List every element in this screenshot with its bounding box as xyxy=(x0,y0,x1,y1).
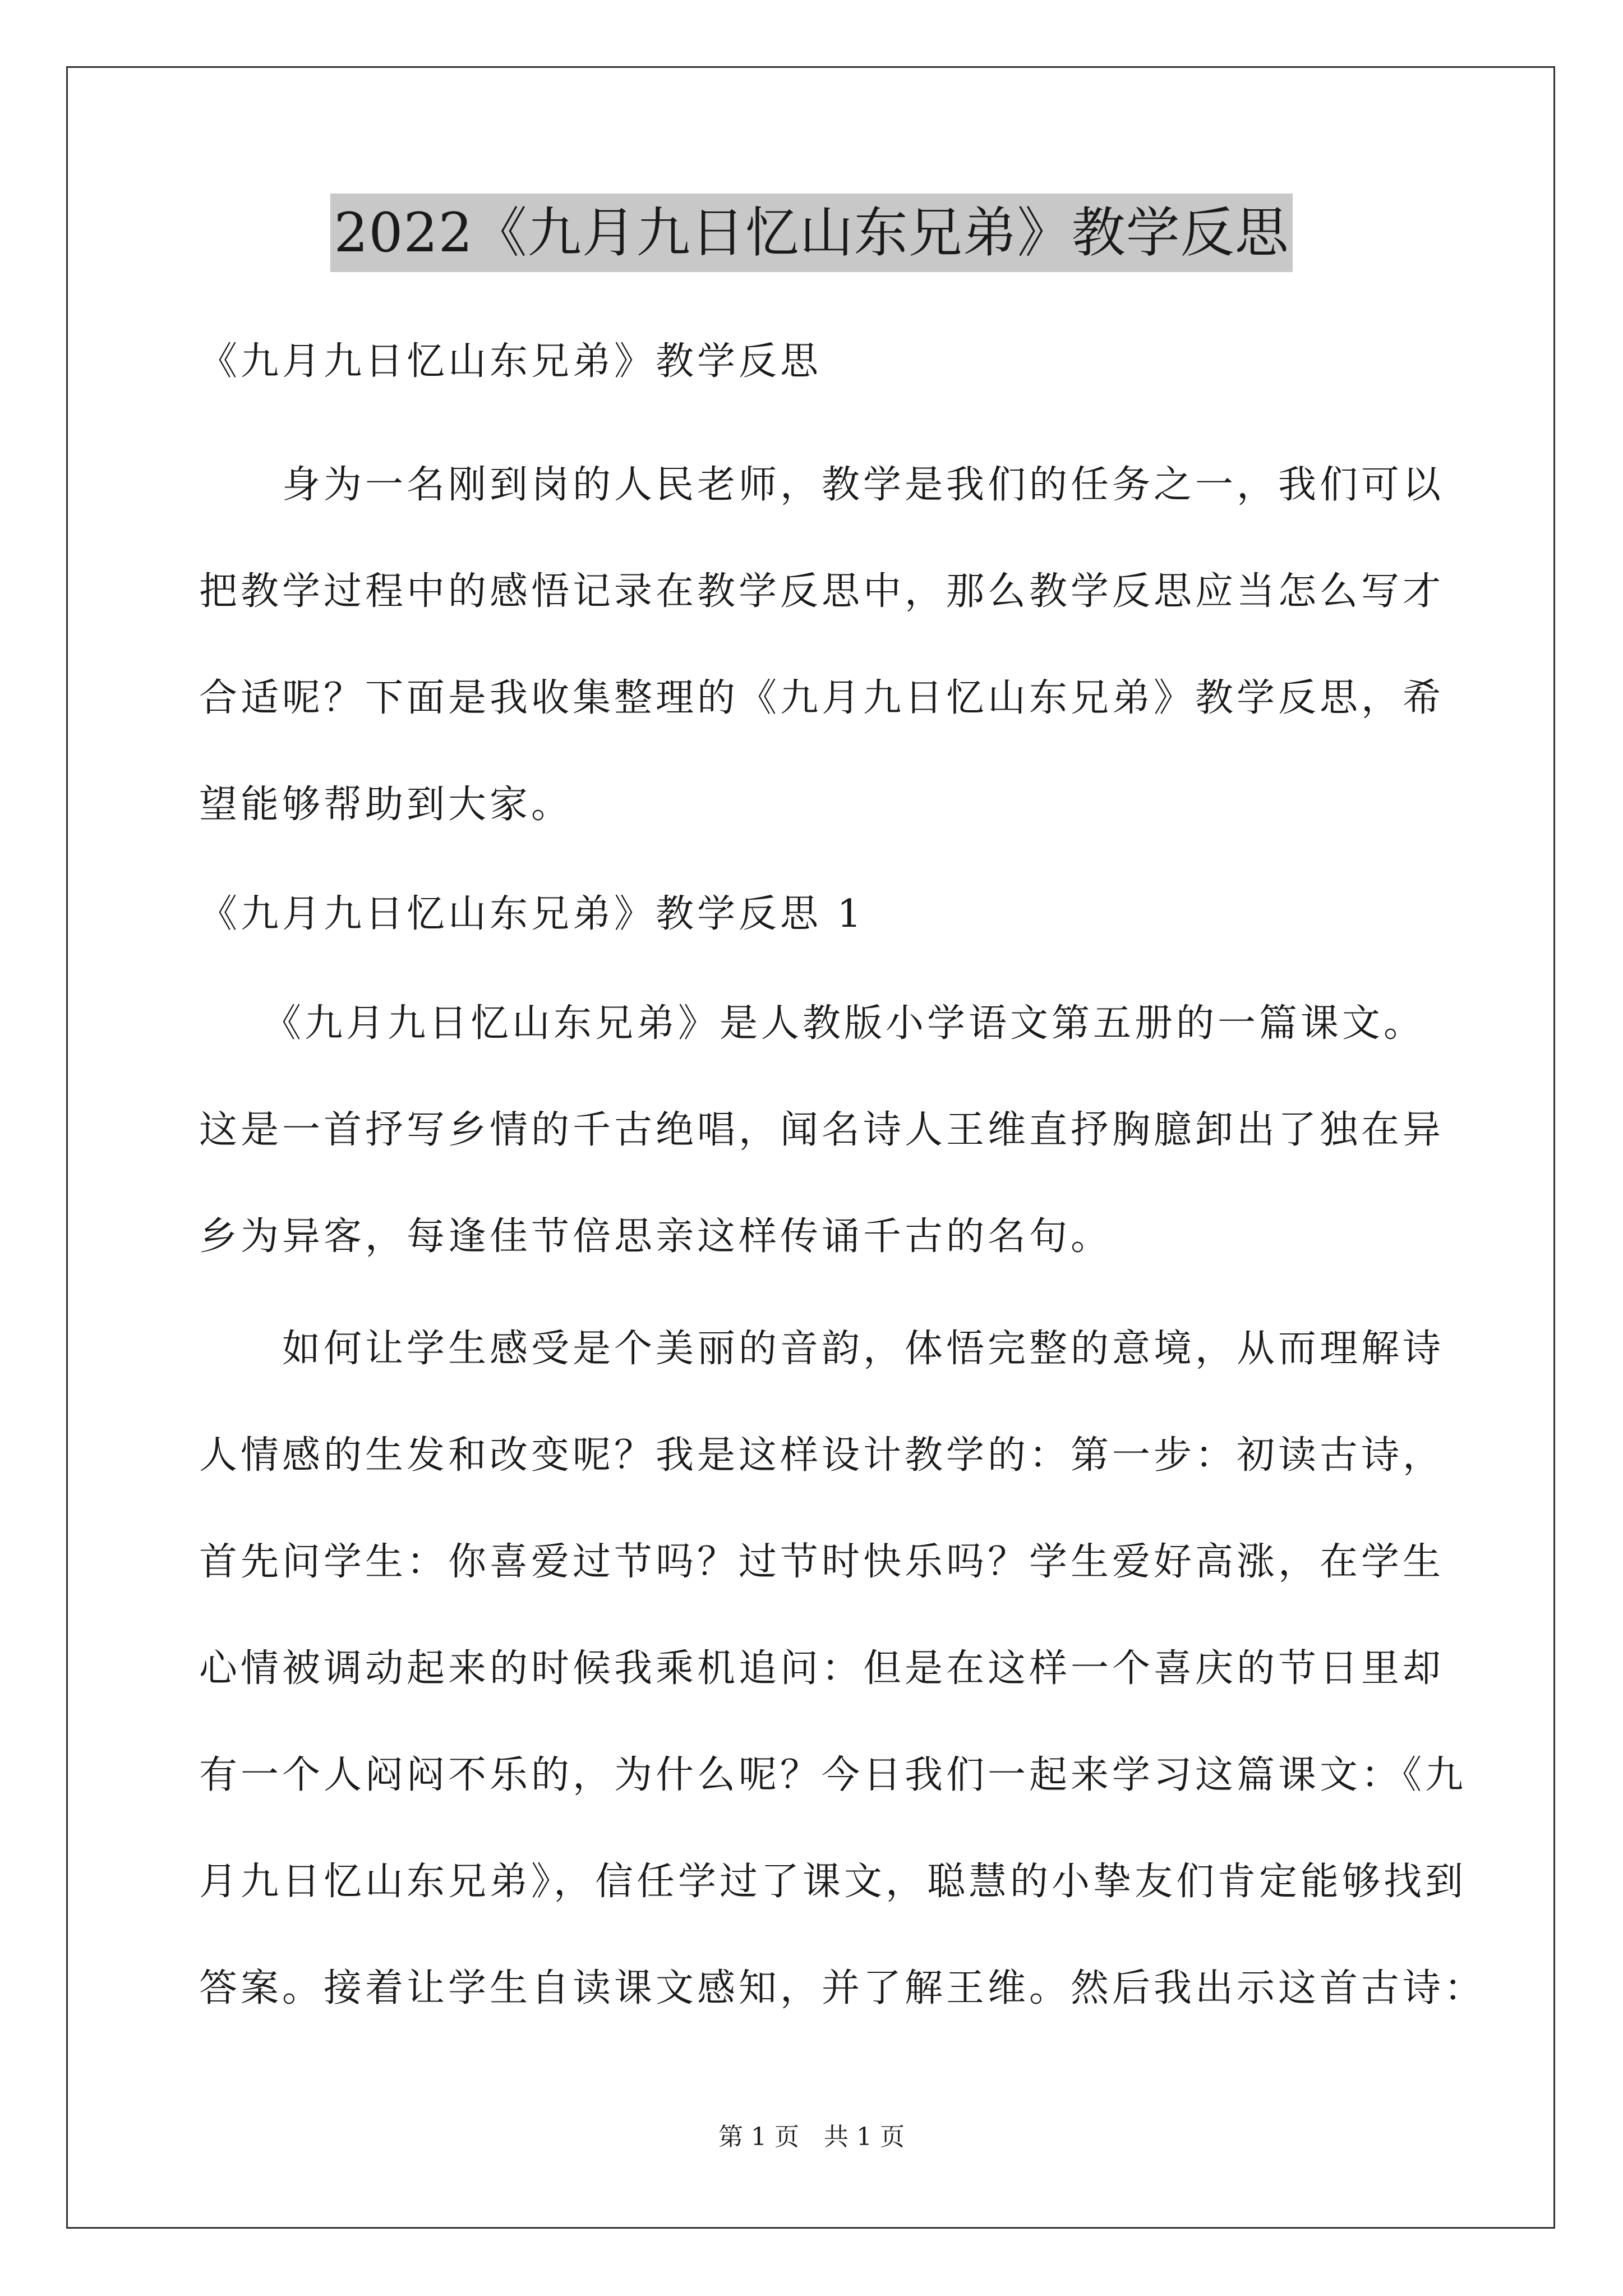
paragraph-line: 望能够帮助到大家。 xyxy=(199,783,573,827)
paragraph-line: 身为一名刚到岗的人民老师，教学是我们的任务之一，我们可以 xyxy=(199,463,1445,507)
paragraph-line: 把教学过程中的感悟记录在教学反思中，那么教学反思应当怎么写才 xyxy=(199,569,1445,614)
section-heading: 《九月九日忆山东兄弟》教学反思 1 xyxy=(199,892,865,936)
paragraph-line: 心情被调动起来的时候我乘机追问：但是在这样一个喜庆的节日里却 xyxy=(199,1646,1445,1691)
paragraph-line: 如何让学生感受是个美丽的音韵，体悟完整的意境，从而理解诗 xyxy=(199,1327,1445,1371)
paragraph-line: 这是一首抒写乡情的千古绝唱，闻名诗人王维直抒胸臆卸出了独在异 xyxy=(199,1108,1445,1152)
page-footer: 第 1 页 共 1 页 xyxy=(718,2123,905,2151)
section-heading: 《九月九日忆山东兄弟》教学反思 xyxy=(199,339,822,384)
paragraph-line: 月九日忆山东兄弟》，信任学过了课文，聪慧的小挚友们肯定能够找到 xyxy=(199,1860,1467,1904)
paragraph-line: 答案。接着让学生自读课文感知，并了解王维。然后我出示这首古诗： xyxy=(199,1966,1486,2010)
paragraph-line: 首先问学生：你喜爱过节吗？过节时快乐吗？学生爱好高涨，在学生 xyxy=(199,1540,1445,1584)
title-container xyxy=(0,194,1623,272)
paragraph-line: 《九月九日忆山东兄弟》是人教版小学语文第五册的一篇课文。 xyxy=(199,1001,1426,1046)
paragraph-line: 人情感的生发和改变呢？我是这样设计教学的：第一步：初读古诗， xyxy=(199,1433,1445,1478)
paragraph-line: 乡为异客，每逢佳节倍思亲这样传诵千古的名句。 xyxy=(199,1214,1113,1259)
document-title: 2022《九月九日忆山东兄弟》教学反思 xyxy=(330,194,1292,272)
paragraph-line: 有一个人闷闷不乐的，为什么呢？今日我们一起来学习这篇课文：《九 xyxy=(199,1753,1467,1797)
paragraph-line: 合适呢？下面是我收集整理的《九月九日忆山东兄弟》教学反思，希 xyxy=(199,676,1445,720)
